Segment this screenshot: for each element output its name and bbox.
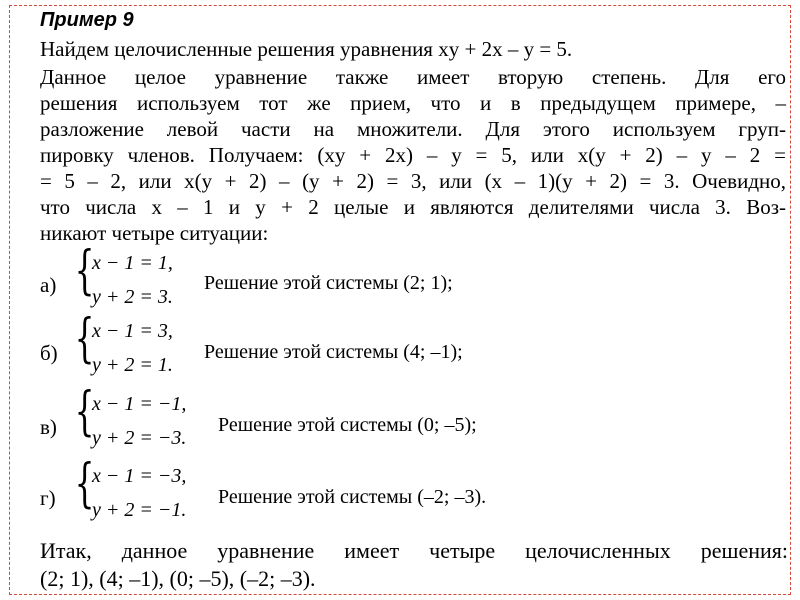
- case-label-v: в): [40, 415, 57, 439]
- intro-line: Найдем целочисленные решения уравнения xy + 2x – y = 5.: [40, 37, 573, 61]
- case-label-b: б): [40, 341, 58, 365]
- case-g-equation-2: y + 2 = −1.: [92, 499, 187, 521]
- system-brace: {: [74, 454, 95, 514]
- case-label-a: а): [40, 273, 57, 297]
- case-b-equation-2: y + 2 = 1.: [92, 354, 173, 376]
- system-brace: {: [74, 241, 95, 301]
- example-title: Пример 9: [40, 9, 134, 31]
- paragraph-line-4: пировку членов. Получаем: (xy + 2x) – y = 5, или x(y + 2) – y – 2 =: [40, 143, 786, 167]
- paragraph-line-7: никают четыре ситуации:: [40, 221, 269, 245]
- case-a-equation-2: y + 2 = 3.: [92, 286, 173, 308]
- system-brace: {: [74, 309, 95, 369]
- case-a-equation-1: x − 1 = 1,: [92, 252, 173, 274]
- paragraph-line-2: решения используем тот же прием, что и в предыдущем примере, –: [40, 91, 786, 115]
- conclusion-line-1: Итак, данное уравнение имеет четыре целочисленных решения:: [40, 538, 788, 563]
- case-v-equation-1: x − 1 = −1,: [92, 393, 187, 415]
- case-g-equation-1: x − 1 = −3,: [92, 465, 187, 487]
- case-v-equation-2: y + 2 = −3.: [92, 427, 187, 449]
- paragraph-line-6: что числа x – 1 и y + 2 целые и являются делителями числа 3. Воз-: [40, 195, 786, 219]
- case-b-equation-1: x − 1 = 3,: [92, 320, 173, 342]
- paragraph-line-3: разложение левой части на множители. Для этого используем груп-: [40, 117, 786, 141]
- case-label-g: г): [40, 486, 56, 510]
- paragraph-line-1: Данное целое уравнение также имеет вторую степень. Для его: [40, 65, 786, 89]
- case-g-solution: Решение этой системы (–2; –3).: [218, 486, 487, 508]
- system-brace: {: [74, 382, 95, 442]
- conclusion-line-2: (2; 1), (4; –1), (0; –5), (–2; –3).: [40, 566, 316, 591]
- case-v-solution: Решение этой системы (0; –5);: [218, 414, 477, 436]
- case-a-solution: Решение этой системы (2; 1);: [204, 272, 453, 294]
- case-b-solution: Решение этой системы (4; –1);: [204, 341, 463, 363]
- paragraph-line-5: = 5 – 2, или x(y + 2) – (y + 2) = 3, или (x – 1)(y + 2) = 3. Очевидно,: [40, 169, 786, 193]
